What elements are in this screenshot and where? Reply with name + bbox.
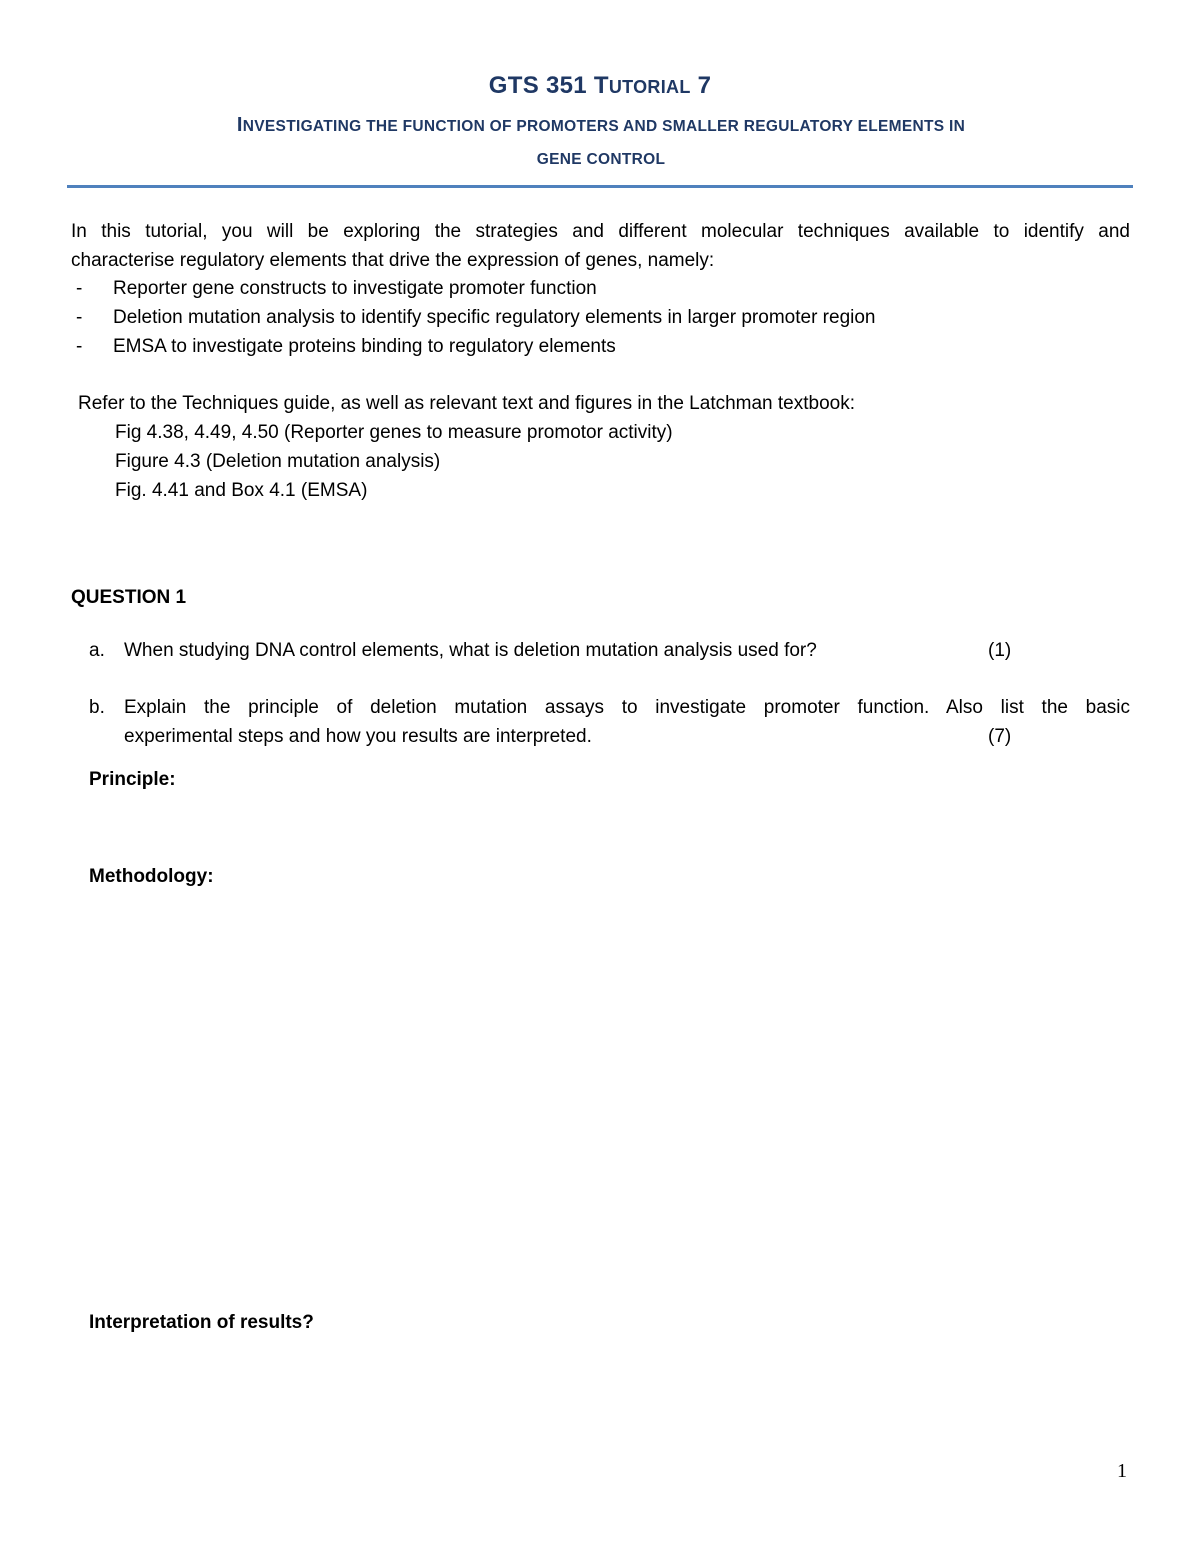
- question-1b-line-1: Explain the principle of deletion mutation assays to investigate promoter function. Also list the basic: [124, 697, 1130, 718]
- subtitle-line-1: [70, 114, 1132, 137]
- intro-line-2: characterise regulatory elements that drive the expression of genes, namely:: [71, 250, 715, 271]
- interpretation-label: Interpretation of results?: [89, 1312, 314, 1333]
- header-divider: [67, 185, 1133, 188]
- bullet-marker: -: [76, 336, 83, 357]
- page-number: 1: [1117, 1460, 1127, 1482]
- bullet-marker: -: [76, 278, 83, 299]
- reference-item: Figure 4.3 (Deletion mutation analysis): [115, 451, 441, 472]
- title-main: GTS 351 T: [488, 72, 609, 99]
- methodology-label: Methodology:: [89, 866, 214, 887]
- principle-label: Principle:: [89, 769, 176, 790]
- question-1a-label: a.: [89, 640, 105, 661]
- title-small-caps: UTORIAL: [608, 77, 691, 97]
- intro-line-1: In this tutorial, you will be exploring the strategies and different molecular techniques available to identify and: [71, 221, 1130, 242]
- subtitle-line-2: GENE CONTROL: [536, 151, 666, 168]
- bullet-item-reporter: Reporter gene constructs to investigate promoter function: [113, 278, 597, 299]
- bullet-item-emsa: EMSA to investigate proteins binding to regulatory elements: [113, 336, 616, 357]
- reference-item: Fig. 4.41 and Box 4.1 (EMSA): [115, 480, 368, 501]
- question-1b-marks: (7): [988, 726, 1012, 747]
- question-1a-marks: (1): [988, 640, 1012, 661]
- question-1-heading: QUESTION 1: [71, 587, 187, 608]
- references-lead: Refer to the Techniques guide, as well as relevant text and figures in the Latchman textbook:: [78, 393, 856, 414]
- bullet-marker: -: [76, 307, 83, 328]
- subtitle-line-1-text: NVESTIGATING THE FUNCTION OF PROMOTERS AND SMALLER REGULATORY ELEMENTS IN: [242, 118, 966, 135]
- tutorial-title: [0, 72, 1200, 100]
- reference-item: Fig 4.38, 4.49, 4.50 (Reporter genes to measure promotor activity): [115, 422, 673, 443]
- title-number: 7: [690, 72, 712, 99]
- bullet-item-deletion: Deletion mutation analysis to identify specific regulatory elements in larger promoter region: [113, 307, 876, 328]
- subtitle-initial: I: [236, 114, 243, 136]
- question-1b-label: b.: [89, 697, 105, 718]
- question-1b-line-2: experimental steps and how you results are interpreted.: [124, 726, 592, 747]
- question-1a-text: When studying DNA control elements, what is deletion mutation analysis used for?: [124, 640, 817, 661]
